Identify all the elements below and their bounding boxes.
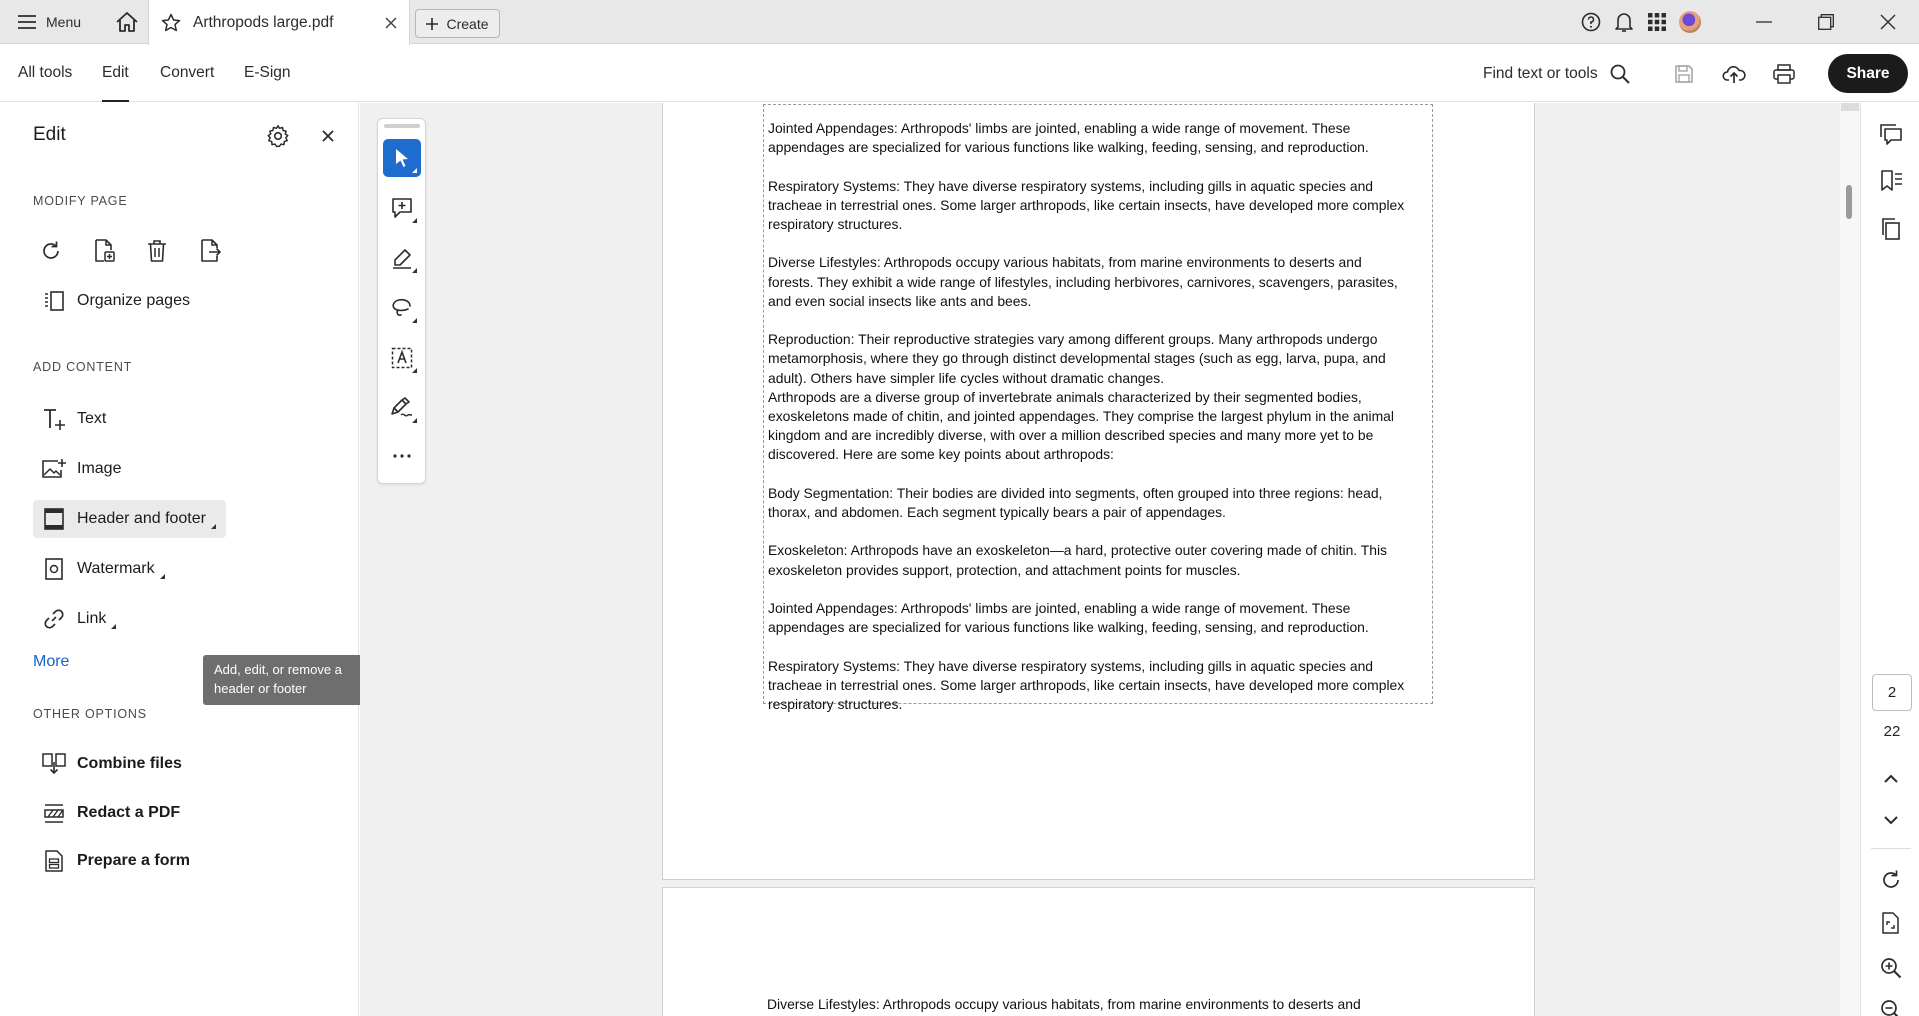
draw-tool-button[interactable] [383,289,421,327]
zoom-in-button[interactable] [1877,954,1905,982]
pages-panel-button[interactable] [1877,215,1905,243]
highlighter-icon [391,247,413,269]
submenu-indicator-icon [211,524,216,529]
search-icon [1610,64,1630,84]
panel-settings-button[interactable] [266,124,290,148]
notifications-button[interactable] [1607,0,1640,44]
zoom-out-button[interactable] [1877,996,1905,1016]
apps-grid-icon [1648,13,1666,31]
trash-icon [146,239,168,263]
current-page-input[interactable]: 2 [1872,674,1912,711]
text-tool-icon [42,407,66,431]
cloud-upload-icon [1722,64,1746,84]
link-icon [42,607,66,631]
organize-pages-label: Organize pages [77,292,190,309]
avatar [1679,11,1701,33]
cursor-arrow-icon [393,148,411,168]
tab-convert[interactable]: Convert [160,64,215,81]
restore-icon [1818,14,1834,30]
zoom-out-icon [1880,999,1902,1016]
vertical-scrollbar[interactable] [1840,103,1860,1016]
create-label: Create [446,15,489,32]
paragraph[interactable]: Respiratory Systems: They have diverse respiratory systems, including gills in aquatic species and tracheae in terrestrial ones. Some larger arthropods, like certain insects, have developed more complex respiratory structures. [768,177,1405,232]
copy-pages-icon [1880,218,1902,240]
document-tab[interactable] [148,0,410,45]
minimize-icon [1756,21,1772,23]
organize-pages-button[interactable] [33,282,200,320]
other-options-heading: OTHER OPTIONS [33,707,147,721]
submenu-indicator-icon [412,418,417,423]
chevron-up-icon [1883,774,1899,784]
modify-page-tools [38,238,223,264]
next-page-button[interactable] [1877,806,1905,834]
delete-page-button[interactable] [144,238,170,264]
prepare-form-label: Prepare a form [77,852,190,869]
tab-edit[interactable]: Edit [102,45,129,102]
document-tab-title: Arthropods large.pdf [193,13,334,31]
text-box-icon [391,347,413,369]
submenu-indicator-icon [412,268,417,273]
menu-button[interactable] [0,0,105,44]
modify-page-heading: MODIFY PAGE [33,194,128,208]
total-pages: 22 [1883,723,1901,740]
watermark-label: Watermark [77,560,155,577]
more-dots-icon [393,454,411,458]
close-icon [1880,14,1896,30]
page-fit-button[interactable] [1877,910,1905,938]
plus-icon [426,18,438,30]
paragraph[interactable]: Diverse Lifestyles: Arthropods occupy various habitats, from marine environments to deserts and [767,996,1361,1012]
chevron-down-icon [1883,815,1899,825]
upload-button[interactable] [1719,59,1749,89]
paragraph[interactable]: Jointed Appendages: Arthropods' limbs are jointed, enabling a wide range of movement. These appendages are specialized for various functions like walking, feeding, sensing, and reproduction. [768,599,1369,636]
previous-page-button[interactable] [1877,765,1905,793]
watermark-icon [42,557,66,581]
organize-pages-icon [42,289,66,313]
menu-label: Menu [46,13,82,30]
pen-sign-icon [390,397,414,419]
add-text-label: Text [77,410,107,427]
title-bar [0,0,1919,44]
tab-all-tools[interactable]: All tools [18,64,73,81]
more-link[interactable]: More [33,653,70,670]
account-button[interactable] [1673,0,1706,44]
star-icon[interactable] [161,13,181,33]
paragraph[interactable]: Reproduction: Their reproductive strategies vary among different groups. Many arthropods undergo metamorphosis, where they go through distinct developmental stages (such as egg, larva, pupa, and adult). Others have simpler life cycles without dramatic changes. [768,331,1386,386]
rotate-page-button[interactable] [38,238,64,264]
more-tools-button[interactable] [383,437,421,475]
image-icon [42,457,66,481]
refresh-icon [1880,869,1902,891]
submenu-indicator-icon [111,624,116,629]
submenu-indicator-icon [412,318,417,323]
paragraph[interactable]: Body Segmentation: Their bodies are divided into segments, often grouped into three regions: head, thorax, and abdomen. Each segment typically bears a pair of appendages. [768,484,1383,520]
insert-page-button[interactable] [91,238,117,264]
scrollbar-thumb[interactable] [1846,185,1852,219]
text-box-tool-button[interactable] [383,339,421,377]
apps-button[interactable] [1640,0,1673,44]
printer-icon [1773,64,1795,84]
redact-pdf-label: Redact a PDF [77,804,181,821]
header-footer-tooltip: Add, edit, or remove a header or footer [203,655,363,705]
paragraph[interactable]: Arthropods are a diverse group of invertebrate animals characterized by their segmented bodies, exoskeletons made of chitin, and jointed appendages. They comprise the largest phylum in the animal kingdom and are incredibly diverse, with over a million described species and many more yet to be discovered. Here are some key points about arthropods: [768,388,1394,463]
close-window-button[interactable] [1857,0,1919,44]
help-icon [1581,12,1601,32]
help-button[interactable] [1574,0,1607,44]
menu-bar [0,45,1919,102]
close-icon [318,126,338,146]
quick-tools-toolbar [377,118,426,484]
extract-page-button[interactable] [197,238,223,264]
add-image-button[interactable] [33,450,131,488]
comments-icon [1879,124,1903,146]
refresh-button[interactable] [1877,866,1905,894]
restore-button[interactable] [1795,0,1857,44]
panel-title: Edit [33,124,66,145]
combine-files-button[interactable] [33,745,192,783]
add-image-label: Image [77,460,122,477]
bookmarks-panel-button[interactable] [1877,167,1905,195]
comments-panel-button[interactable] [1877,121,1905,149]
add-comment-button[interactable] [383,189,421,227]
share-button[interactable]: Share [1828,54,1908,93]
add-text-button[interactable] [33,400,116,438]
add-content-heading: ADD CONTENT [33,360,133,374]
lasso-draw-icon [390,297,414,319]
editable-text-block[interactable] [763,104,1433,712]
form-icon [42,849,66,873]
redact-icon [42,801,66,825]
close-tab-icon[interactable] [385,17,397,29]
save-button[interactable] [1669,59,1699,89]
toolbar-drag-handle[interactable] [384,124,420,128]
paragraph[interactable]: Exoskeleton: Arthropods have an exoskeleton—a hard, protective outer covering made of chitin. This exoskeleton provides support, protection, and attachment points for muscles. [768,542,1388,578]
create-button[interactable] [415,9,500,38]
bookmark-icon [1879,170,1903,192]
document-view[interactable] [360,103,1840,1016]
watermark-button[interactable] [33,550,175,588]
find-label: Find text or tools [1483,64,1598,82]
edit-panel [0,102,359,1016]
pdf-page[interactable] [662,887,1535,1016]
home-button[interactable] [105,0,149,44]
submenu-indicator-icon [412,218,417,223]
paragraph[interactable]: Respiratory Systems: They have diverse respiratory systems, including gills in aquatic species and tracheae in terrestrial ones. Some larger arthropods, like certain insects, have developed more complex respiratory structures. [768,657,1405,712]
paragraph[interactable]: Jointed Appendages: Arthropods' limbs are jointed, enabling a wide range of movement. These appendages are specialized for various functions like walking, feeding, sensing, and reproduction. [768,120,1369,156]
paragraph[interactable]: Diverse Lifestyles: Arthropods occupy various habitats, from marine environments to deserts and forests. They exhibit a wide range of lifestyles, including herbivores, carnivores, scavengers, parasites, and even social insects like ants and bees. [768,254,1398,309]
extract-page-icon [199,239,221,263]
redact-pdf-button[interactable] [33,794,190,832]
tab-e-sign[interactable]: E-Sign [244,64,291,81]
zoom-in-icon [1880,957,1902,979]
header-footer-icon [42,507,66,531]
submenu-indicator-icon [160,574,165,579]
print-button[interactable] [1769,59,1799,89]
insert-page-icon [93,239,115,263]
sign-tool-button[interactable] [383,389,421,427]
page-fit-icon [1880,912,1902,936]
comment-add-icon [391,197,413,219]
link-button[interactable] [33,600,126,638]
save-icon [1674,64,1694,84]
submenu-indicator-icon [412,168,417,173]
find-text-or-tools[interactable] [1483,45,1630,102]
pdf-page[interactable] [662,103,1535,880]
bell-icon [1614,11,1634,33]
select-tool-button[interactable] [383,139,421,177]
panel-close-button[interactable] [318,126,338,146]
header-footer-label: Header and footer [77,510,206,527]
prepare-form-button[interactable] [33,842,200,880]
link-label: Link [77,610,107,627]
submenu-indicator-icon [412,368,417,373]
header-footer-button[interactable] [33,500,226,538]
highlight-tool-button[interactable] [383,239,421,277]
right-rail [1860,103,1919,1016]
rotate-icon [40,240,62,262]
scrollbar-track-top [1841,103,1859,111]
combine-files-icon [42,752,66,776]
hamburger-icon [18,15,36,29]
minimize-button[interactable] [1733,0,1795,44]
home-icon [115,11,139,33]
divider [1871,848,1911,849]
combine-files-label: Combine files [77,755,182,772]
gear-icon [266,124,290,148]
